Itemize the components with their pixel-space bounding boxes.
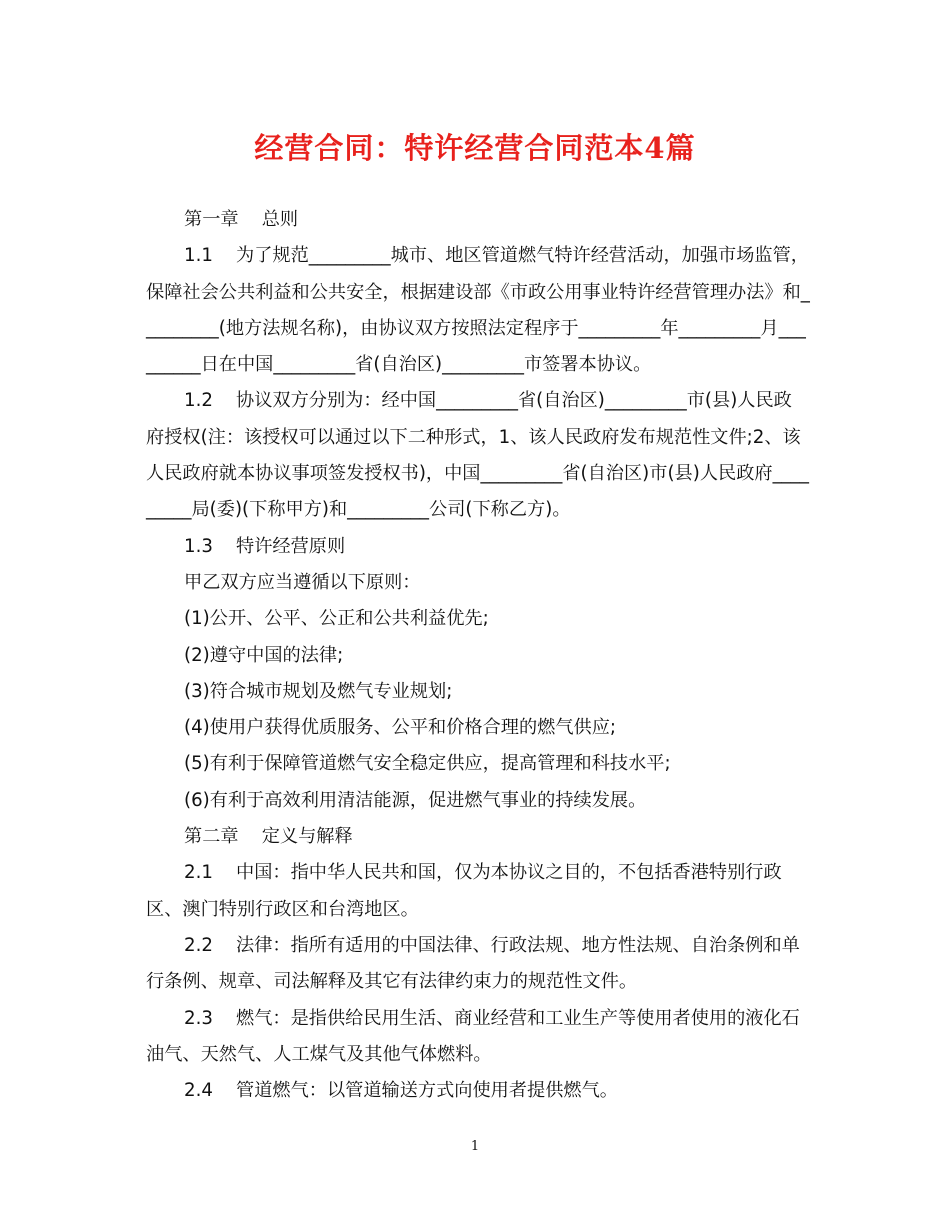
paragraph-1-2: 1.2 协议双方分别为：经中国_________省(自治区)_________市(县)人民政府授权(注：该授权可以通过以下二种形式，1、该人民政府发布规范性文件;2、该人民政府就本协议事项签发授权书)，中国_________省(自治区)市(县)人民政府_________局(委)(下称甲方)和_________公司(下称乙方)。 xyxy=(146,390,809,521)
paragraph-2-1: 2.1 中国：指中华人民共和国，仅为本协议之目的，不包括香港特别行政区、澳门特别行政区和台湾地区。 xyxy=(146,862,782,920)
principle-item: (1)公开、公平、公正和公共利益优先; xyxy=(184,608,489,630)
page-number: 1 xyxy=(470,1139,480,1154)
paragraph-1-3: 1.3 特许经营原则 xyxy=(184,535,346,557)
chapter-heading: 第一章 总则 xyxy=(184,209,299,230)
principle-item: (4)使用户获得优质服务、公平和价格合理的燃气供应; xyxy=(184,717,617,739)
chapter-heading: 第二章 定义与解释 xyxy=(184,826,353,848)
principle-item: (5)有利于保障管道燃气安全稳定供应，提高管理和科技水平; xyxy=(184,753,671,775)
principle-item: (3)符合城市规划及燃气专业规划; xyxy=(184,680,453,702)
paragraph-2-4: 2.4 管道燃气：以管道输送方式向使用者提供燃气。 xyxy=(184,1080,618,1102)
principles-intro: 甲乙双方应当遵循以下原则： xyxy=(184,571,421,593)
document-body xyxy=(146,202,810,1109)
paragraph-2-3: 2.3 燃气：是指供给民用生活、商业经营和工业生产等使用者使用的液化石油气、天然气、人工煤气及其他气体燃料。 xyxy=(146,1007,800,1065)
principle-item: (6)有利于高效利用清洁能源，促进燃气事业的持续发展。 xyxy=(184,789,647,811)
paragraph-1-1: 1.1 为了规范_________城市、地区管道燃气特许经营活动，加强市场监管，保障社会公共利益和公共安全，根据建设部《市政公用事业特许经营管理办法》和_________(地方法规名称)，由协议双方按照法定程序于_________年_________月_________日在中国_________省(自治区)_________市签署本协议。 xyxy=(146,245,810,376)
paragraph-2-2: 2.2 法律：指所有适用的中国法律、行政法规、地方性法规、自治条例和单行条例、规章、司法解释及其它有法律约束力的规范性文件。 xyxy=(146,934,800,993)
document-title: 经营合同：特许经营合同范本4篇 xyxy=(254,131,696,165)
principle-item: (2)遵守中国的法律; xyxy=(184,644,344,666)
